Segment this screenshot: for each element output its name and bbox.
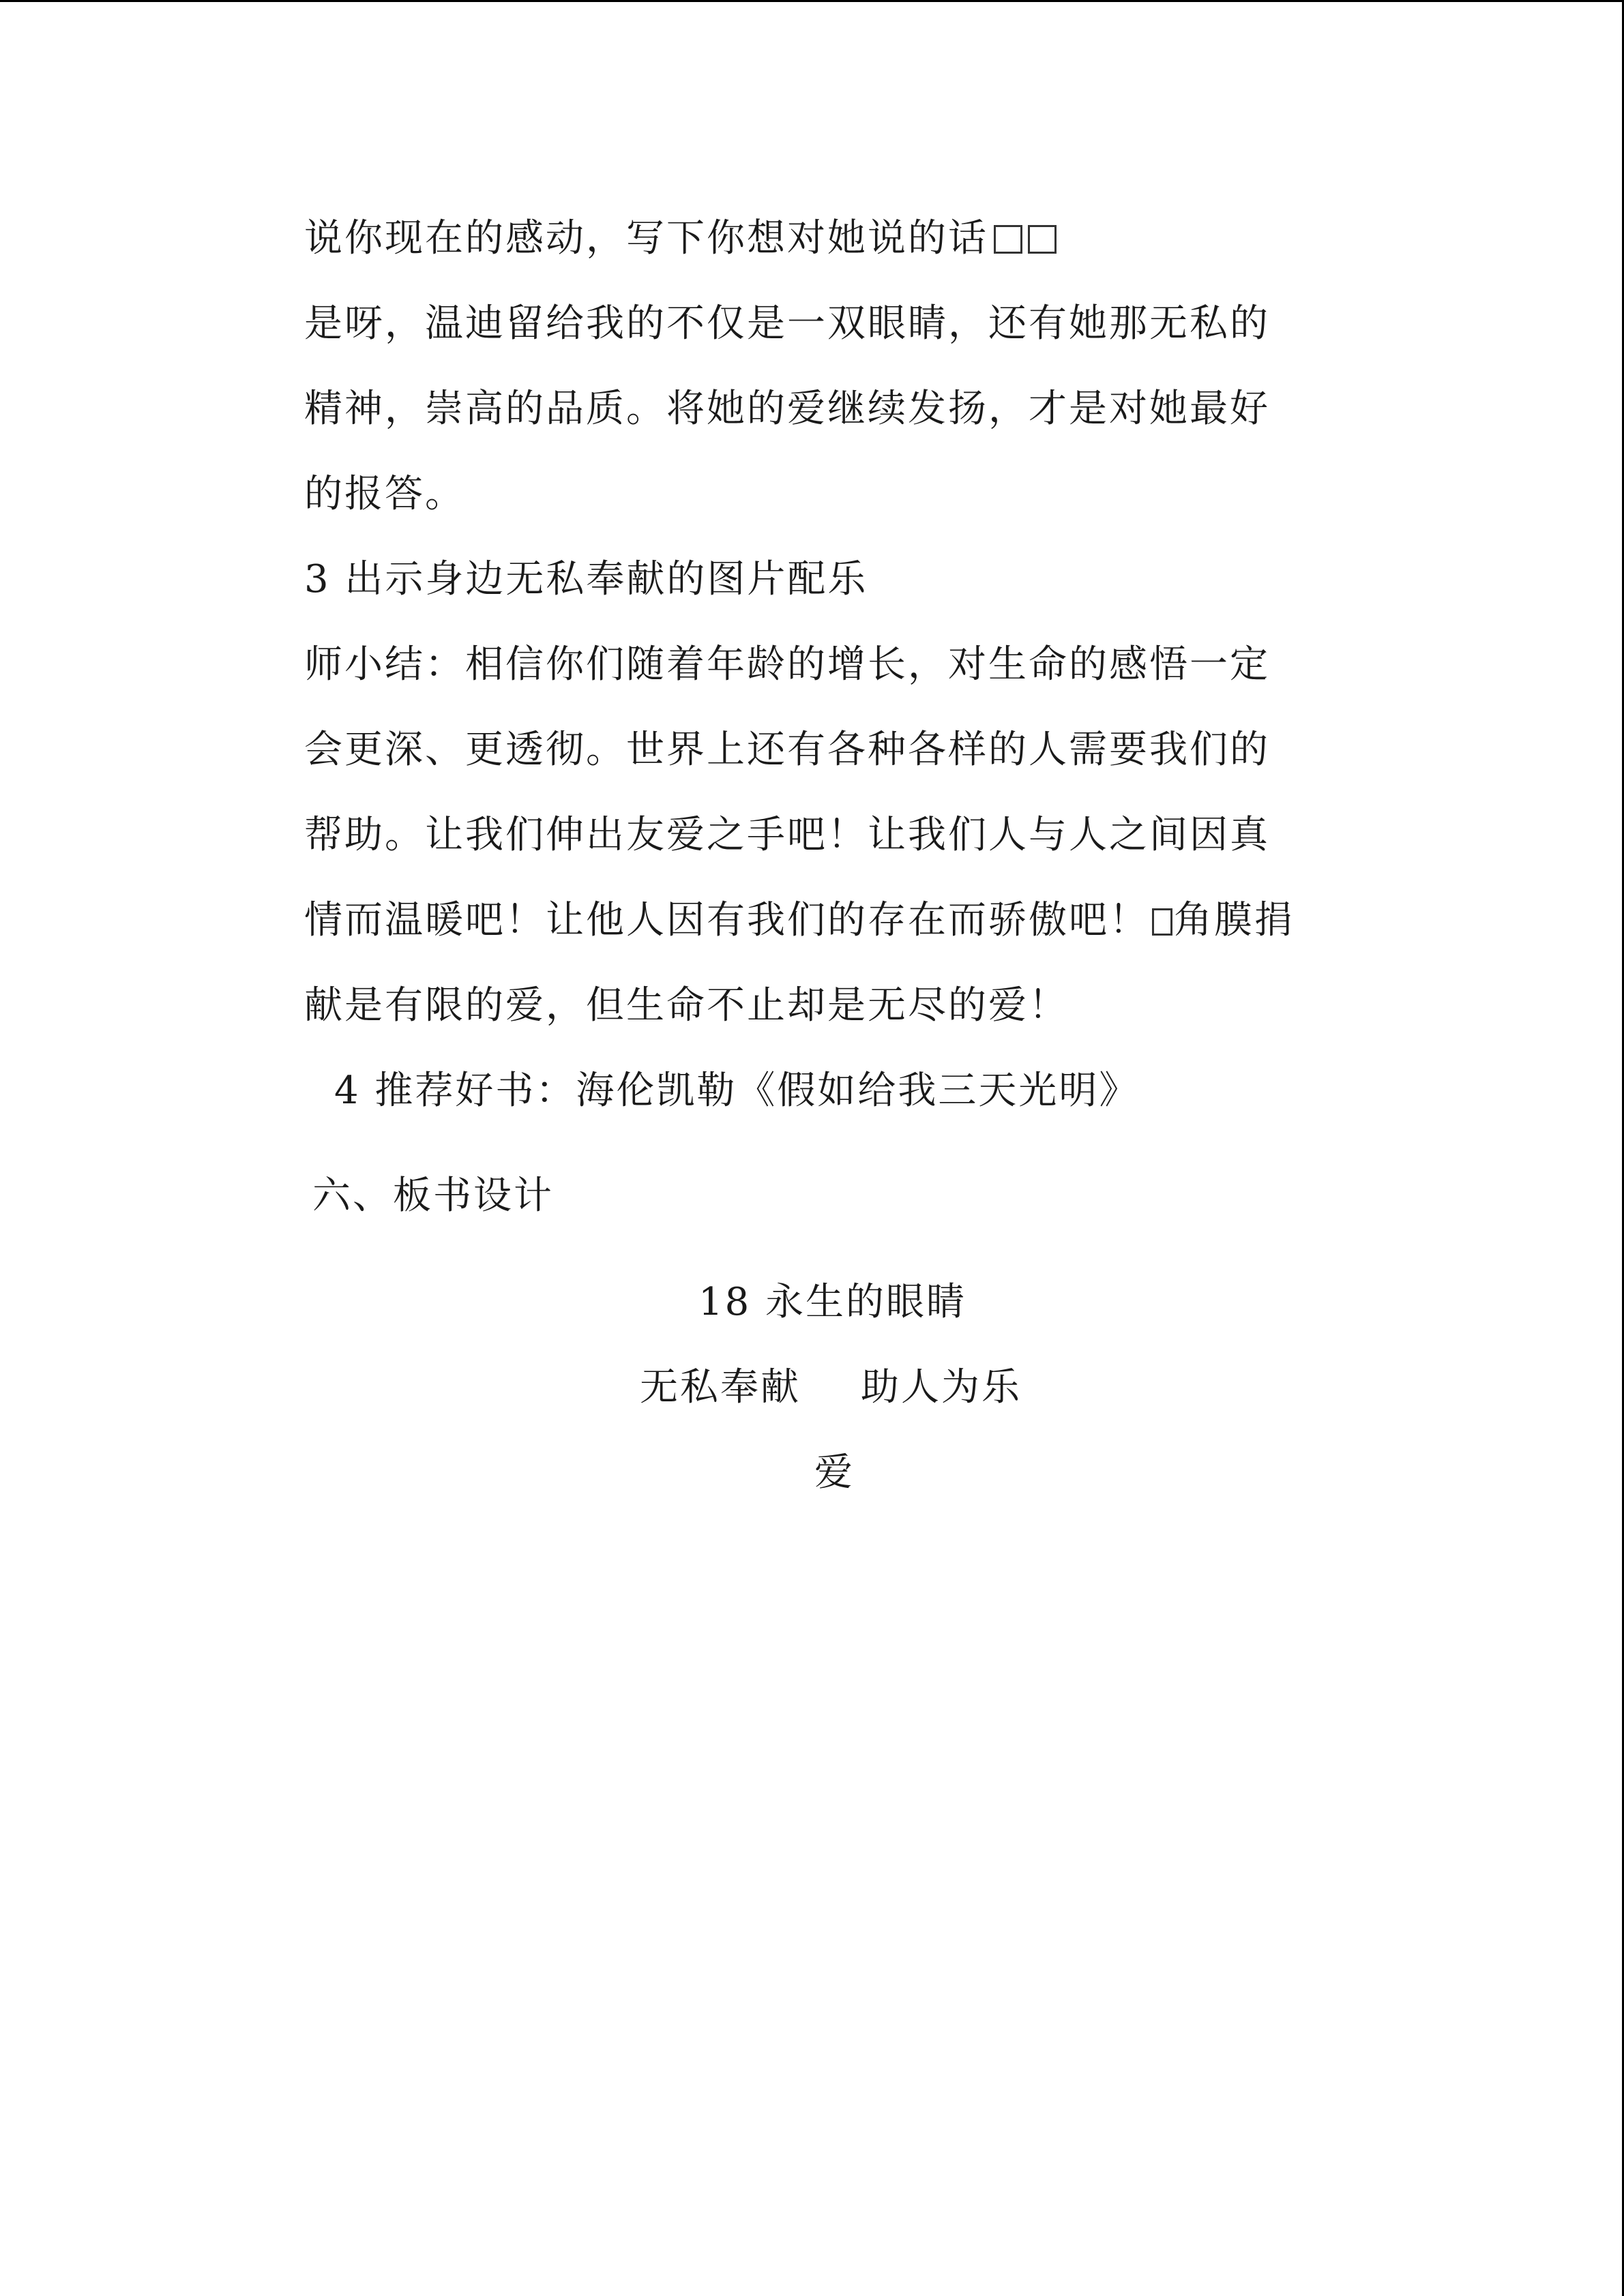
paragraph-line-7: 会更深、更透彻。世界上还有各种各样的人需要我们的 xyxy=(304,728,1270,772)
placeholder-box-icon xyxy=(1152,908,1172,936)
paragraph-line-5: 3 出示身边无私奉献的图片配乐 xyxy=(304,557,868,601)
paragraph-line-2: 是呀，温迪留给我的不仅是一双眼睛，还有她那无私的 xyxy=(304,301,1270,346)
paragraph-line-1: 说你现在的感动，写下你想对她说的话 xyxy=(304,217,1057,260)
board-left-text: 无私奉献 xyxy=(640,1365,801,1410)
paragraph-line-9: 情而温暖吧！让他人因有我们的存在而骄傲吧！ 角膜捐 xyxy=(304,898,1295,942)
paragraph-line-4: 的报答。 xyxy=(304,472,465,516)
book-recommendation: 4 推荐好书：海伦凯勒《假如给我三天光明》 xyxy=(334,1069,1140,1113)
board-title: 18 永生的眼睛 xyxy=(698,1280,967,1324)
paragraph-line-6: 师小结：相信你们随着年龄的增长，对生命的感悟一定 xyxy=(304,642,1270,687)
board-right-text: 助人为乐 xyxy=(861,1365,1022,1410)
section-heading: 六、板书设计 xyxy=(312,1174,554,1218)
paragraph-line-3: 精神，崇高的品质。将她的爱继续发扬，才是对她最好 xyxy=(304,387,1270,431)
paragraph-line-8: 帮助。让我们伸出友爱之手吧！让我们人与人之间因真 xyxy=(304,813,1270,857)
top-border xyxy=(0,0,1624,2)
placeholder-box-icon xyxy=(994,225,1022,254)
paragraph-line-10: 献是有限的爱，但生命不止却是无尽的爱！ xyxy=(304,983,1069,1028)
board-bottom-text: 爱 xyxy=(814,1450,855,1495)
placeholder-box-icon xyxy=(1028,225,1057,254)
